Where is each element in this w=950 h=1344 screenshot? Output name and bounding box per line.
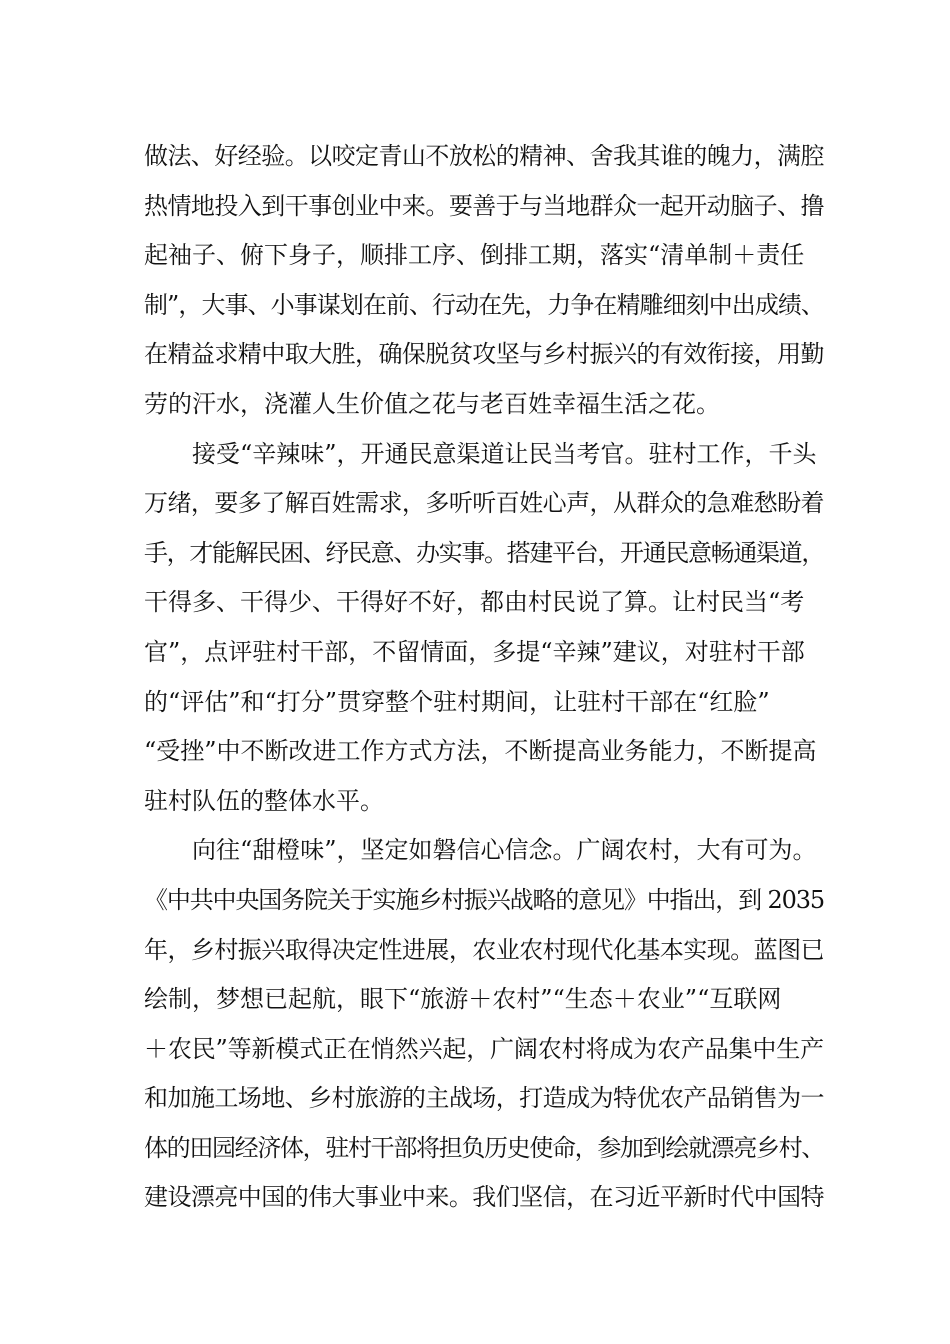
text-line: 万绪，要多了解百姓需求，多听听百姓心声，从群众的急难愁盼着 — [144, 489, 824, 518]
paragraph-first-line: 向往“甜橙味”，坚定如磐信心信念。广阔农村，大有可为。 — [192, 836, 817, 865]
text-line: 《中共中央国务院关于实施乡村振兴战略的意见》中指出，到 2035 — [144, 885, 824, 914]
text-line: 做法、好经验。以咬定青山不放松的精神、舍我其谁的魄力，满腔 — [144, 142, 824, 170]
text-line: 官”，点评驻村干部，不留情面，多提“辛辣”建议，对驻村干部 — [144, 637, 805, 666]
paragraph-first-line: 接受“辛辣味”，开通民意渠道让民当考官。驻村工作，千头 — [192, 439, 817, 468]
text-line: 干得多、干得少、干得好不好，都由村民说了算。让村民当“考 — [144, 588, 805, 617]
text-line: 驻村队伍的整体水平。 — [144, 786, 384, 815]
text-line: 制”，大事、小事谋划在前、行动在先，力争在精雕细刻中出成绩、 — [144, 290, 824, 319]
text-line: 体的田园经济体，驻村干部将担负历史使命，参加到绘就漂亮乡村、 — [144, 1133, 824, 1162]
text-line: 起袖子、俯下身子，顺排工序、倒排工期，落实“清单制＋责任 — [144, 241, 805, 270]
text-line: 劳的汗水，浇灌人生价值之花与老百姓幸福生活之花。 — [144, 389, 720, 418]
text-line: 和加施工场地、乡村旅游的主战场，打造成为特优农产品销售为一 — [144, 1084, 824, 1113]
text-line: 建设漂亮中国的伟大事业中来。我们坚信，在习近平新时代中国特 — [144, 1183, 824, 1212]
text-line: 绘制，梦想已起航，眼下“旅游＋农村”“生态＋农业”“互联网 — [144, 985, 782, 1014]
text-line: 年，乡村振兴取得决定性进展，农业农村现代化基本实现。蓝图已 — [144, 935, 824, 964]
text-line: 的“评估”和“打分”贯穿整个驻村期间，让驻村干部在“红脸” — [144, 687, 770, 716]
text-line: ＋农民”等新模式正在悄然兴起，广阔农村将成为农产品集中生产 — [144, 1034, 824, 1063]
text-line: 热情地投入到干事创业中来。要善于与当地群众一起开动脑子、撸 — [144, 191, 824, 220]
text-line: 在精益求精中取大胜，确保脱贫攻坚与乡村振兴的有效衔接，用勤 — [144, 340, 824, 369]
text-line: 手，才能解民困、纾民意、办实事。搭建平台，开通民意畅通渠道， — [144, 538, 824, 567]
body-text — [144, 132, 824, 1223]
text-line: “受挫”中不断改进工作方式方法，不断提高业务能力，不断提高 — [144, 737, 817, 766]
